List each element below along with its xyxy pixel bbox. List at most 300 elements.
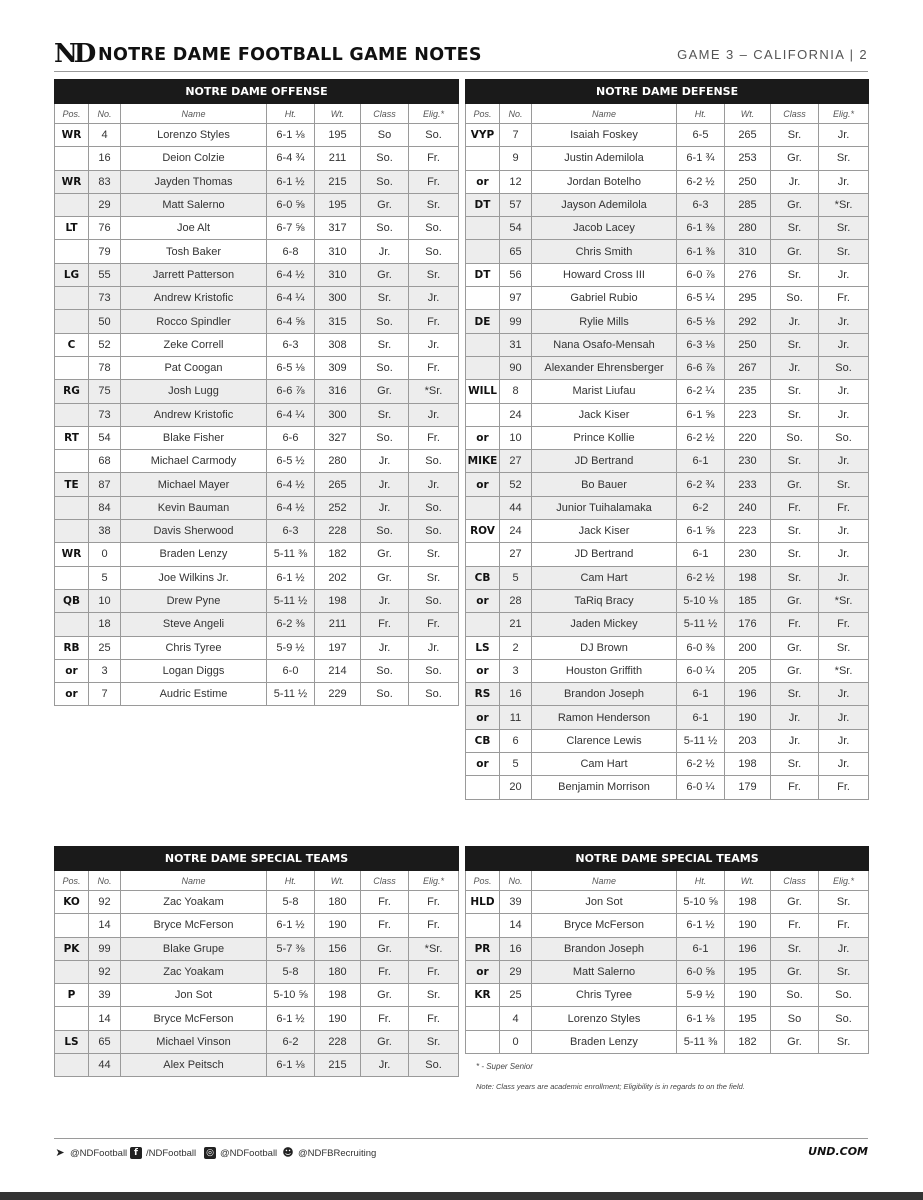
class-note: Note: Class years are academic enrollment; Eligibility is in regards to on the field. [476,1082,745,1091]
site-link[interactable]: UND.COM [808,1145,868,1158]
table-row [466,891,869,914]
cell-class: Gr. [361,193,409,216]
cell-number: 27 [500,450,532,473]
table-row [466,543,869,566]
cell-pos [466,333,500,356]
column-header-eligibility: Elig.* [409,871,459,891]
cell-eligibility: Jr. [819,170,869,193]
table-row [466,217,869,240]
column-header-name: Name [121,871,267,891]
cell-height: 6-1 ¾ [677,147,725,170]
cell-number: 25 [89,636,121,659]
cell-class: Jr. [361,473,409,496]
cell-eligibility: Sr. [819,217,869,240]
table-row [466,776,869,799]
cell-weight: 253 [725,147,771,170]
cell-height: 6-0 ¼ [677,776,725,799]
cell-weight: 310 [315,240,361,263]
cell-name: Bryce McFerson [532,914,677,937]
cell-weight: 197 [315,636,361,659]
cell-pos [55,496,89,519]
cell-weight: 195 [725,960,771,983]
column-header-weight: Wt. [315,104,361,124]
cell-height: 6-1 ⅜ [677,217,725,240]
cell-height: 5-9 ½ [267,636,315,659]
cell-eligibility: Fr. [409,147,459,170]
cell-class: Fr. [771,496,819,519]
cell-height: 5-10 ⅛ [677,589,725,612]
cell-pos: LS [55,1030,89,1053]
table-row [466,310,869,333]
cell-name: Jarrett Patterson [121,263,267,286]
table-row [55,147,459,170]
cell-pos [466,914,500,937]
cell-class: Fr. [361,960,409,983]
cell-class: Jr. [361,636,409,659]
cell-class: So. [361,426,409,449]
cell-number: 7 [89,683,121,706]
column-header-height: Ht. [677,871,725,891]
cell-name: Joe Wilkins Jr. [121,566,267,589]
cell-class: Sr. [771,753,819,776]
cell-number: 18 [89,613,121,636]
cell-name: Marist Liufau [532,380,677,403]
cell-number: 2 [500,636,532,659]
column-header-name: Name [532,871,677,891]
table-row [55,496,459,519]
cell-number: 20 [500,776,532,799]
cell-pos: RT [55,426,89,449]
column-header-row [55,871,459,891]
column-header-eligibility: Elig.* [819,871,869,891]
cell-height: 6-1 [677,450,725,473]
cell-height: 6-3 [677,193,725,216]
cell-weight: 233 [725,473,771,496]
cell-eligibility: Sr. [819,473,869,496]
cell-class: Gr. [771,240,819,263]
cell-weight: 280 [315,450,361,473]
cell-name: Jayson Ademilola [532,193,677,216]
cell-class: So. [771,287,819,310]
table-title: NOTRE DAME DEFENSE [466,80,869,104]
cell-class: So. [361,683,409,706]
cell-name: Cam Hart [532,566,677,589]
cell-weight: 252 [315,496,361,519]
cell-weight: 200 [725,636,771,659]
cell-name: Blake Grupe [121,937,267,960]
cell-eligibility: Jr. [819,263,869,286]
cell-number: 54 [89,426,121,449]
cell-height: 6-1 ⅛ [677,1007,725,1030]
cell-name: Matt Salerno [121,193,267,216]
table-row [55,960,459,983]
column-header-number: No. [500,871,532,891]
cell-weight: 230 [725,450,771,473]
cell-weight: 292 [725,310,771,333]
game-label: GAME 3 – CALIFORNIA | 2 [677,47,868,62]
table-row [466,287,869,310]
cell-height: 6-4 ¼ [267,287,315,310]
cell-pos [55,450,89,473]
cell-eligibility: *Sr. [409,380,459,403]
cell-eligibility: Jr. [819,566,869,589]
cell-name: Rylie Mills [532,310,677,333]
cell-height: 5-9 ½ [677,984,725,1007]
column-header-name: Name [121,104,267,124]
cell-height: 6-1 ⅜ [677,240,725,263]
instagram-handle[interactable] [204,1147,277,1159]
cell-pos [466,147,500,170]
facebook-handle[interactable] [130,1147,196,1159]
cell-name: Davis Sherwood [121,520,267,543]
cell-weight: 182 [725,1030,771,1053]
cell-class: Jr. [361,496,409,519]
cell-class: Fr. [361,914,409,937]
cell-height: 6-4 ½ [267,473,315,496]
cell-number: 4 [89,124,121,147]
table-row [55,636,459,659]
cell-eligibility: Sr. [819,147,869,170]
cell-number: 90 [500,356,532,379]
cell-number: 25 [500,984,532,1007]
cell-name: Kevin Bauman [121,496,267,519]
cell-pos: VYP [466,124,500,147]
cell-eligibility: Sr. [409,1030,459,1053]
table-row [466,170,869,193]
cell-class: Gr. [771,589,819,612]
cell-height: 6-3 ⅛ [677,333,725,356]
cell-height: 5-11 ⅜ [267,543,315,566]
cell-eligibility: Jr. [819,520,869,543]
cell-eligibility: Fr. [819,776,869,799]
cell-height: 6-6 [267,426,315,449]
column-header-eligibility: Elig.* [819,104,869,124]
cell-number: 54 [500,217,532,240]
cell-eligibility: Fr. [409,1007,459,1030]
cell-eligibility: So. [819,356,869,379]
cell-name: Steve Angeli [121,613,267,636]
cell-eligibility: Jr. [819,753,869,776]
cell-weight: 211 [315,613,361,636]
cell-height: 5-7 ⅜ [267,937,315,960]
cell-name: Chris Smith [532,240,677,263]
cell-weight: 223 [725,403,771,426]
cell-number: 28 [500,589,532,612]
cell-class: Sr. [771,683,819,706]
cell-height: 6-3 [267,333,315,356]
cell-eligibility: So. [409,240,459,263]
cell-height: 6-0 ⅞ [677,263,725,286]
cell-name: Jayden Thomas [121,170,267,193]
column-header-pos: Pos. [55,104,89,124]
cell-weight: 315 [315,310,361,333]
cell-number: 3 [89,659,121,682]
cell-name: Brandon Joseph [532,937,677,960]
cell-number: 11 [500,706,532,729]
cell-weight: 285 [725,193,771,216]
cell-height: 6-2 ½ [677,566,725,589]
cell-pos [55,287,89,310]
cell-eligibility: *Sr. [819,193,869,216]
cell-weight: 198 [315,589,361,612]
table-row [55,124,459,147]
cell-class: Sr. [771,937,819,960]
cell-pos: P [55,984,89,1007]
cell-class: Jr. [361,240,409,263]
twitter-handle[interactable] [54,1147,127,1159]
table-row [55,356,459,379]
cell-name: Jon Sot [532,891,677,914]
cell-number: 16 [89,147,121,170]
cell-eligibility: So. [409,659,459,682]
cell-height: 5-10 ⅝ [677,891,725,914]
cell-name: Jack Kiser [532,520,677,543]
cell-name: Jordan Botelho [532,170,677,193]
cell-weight: 182 [315,543,361,566]
cell-class: Jr. [361,1054,409,1077]
cell-class: So. [361,310,409,333]
cell-pos [55,356,89,379]
cell-weight: 215 [315,170,361,193]
cell-height: 6-4 ½ [267,496,315,519]
table-row [55,659,459,682]
cell-weight: 198 [725,891,771,914]
cell-eligibility: Jr. [409,636,459,659]
column-header-class: Class [771,871,819,891]
cell-name: Ramon Henderson [532,706,677,729]
cell-pos [55,240,89,263]
cell-name: Isaiah Foskey [532,124,677,147]
cell-height: 6-1 ½ [267,566,315,589]
table-row [466,566,869,589]
bottom-bar [0,1192,923,1200]
table-row [55,937,459,960]
cell-class: Fr. [771,914,819,937]
cell-pos [55,147,89,170]
cell-eligibility: So. [819,1007,869,1030]
cell-pos [55,520,89,543]
table-row [466,914,869,937]
cell-name: Logan Diggs [121,659,267,682]
cell-name: Josh Lugg [121,380,267,403]
cell-height: 6-4 ¼ [267,403,315,426]
cell-pos: WR [55,543,89,566]
cell-weight: 211 [315,147,361,170]
cell-pos: RB [55,636,89,659]
table-row [55,1030,459,1053]
cell-class: Jr. [771,706,819,729]
cell-eligibility: So. [409,450,459,473]
cell-pos [55,960,89,983]
cell-name: Lorenzo Styles [532,1007,677,1030]
column-header-weight: Wt. [725,871,771,891]
nd-logo: ND [54,39,93,69]
table-title: NOTRE DAME OFFENSE [55,80,459,104]
cell-weight: 156 [315,937,361,960]
table-row [466,729,869,752]
cell-class: So [361,124,409,147]
cell-height: 5-8 [267,891,315,914]
cell-number: 68 [89,450,121,473]
table-row [55,473,459,496]
table-row [466,426,869,449]
cell-weight: 180 [315,960,361,983]
cell-height: 6-1 [677,683,725,706]
cell-name: Gabriel Rubio [532,287,677,310]
cell-eligibility: *Sr. [819,659,869,682]
cell-number: 29 [89,193,121,216]
snapchat-label: @NDFBRecruiting [298,1147,377,1159]
cell-class: Fr. [361,1007,409,1030]
cell-pos: or [466,706,500,729]
table-row [466,473,869,496]
cell-eligibility: Fr. [409,914,459,937]
cell-name: Zeke Correll [121,333,267,356]
cell-name: Zac Yoakam [121,960,267,983]
cell-height: 6-2 [267,1030,315,1053]
cell-weight: 196 [725,683,771,706]
cell-weight: 250 [725,333,771,356]
cell-class: Fr. [361,891,409,914]
cell-weight: 300 [315,287,361,310]
cell-height: 6-5 [677,124,725,147]
cell-pos: LS [466,636,500,659]
cell-weight: 195 [315,124,361,147]
table-row [466,636,869,659]
cell-number: 57 [500,193,532,216]
cell-number: 39 [89,984,121,1007]
super-senior-note: * - Super Senior [476,1062,533,1071]
page-title: NOTRE DAME FOOTBALL GAME NOTES [98,45,482,65]
cell-name: Alexander Ehrensberger [532,356,677,379]
cell-eligibility: So. [409,1054,459,1077]
cell-eligibility: Sr. [819,240,869,263]
cell-class: Sr. [771,566,819,589]
cell-height: 6-1 [677,543,725,566]
cell-weight: 202 [315,566,361,589]
cell-number: 3 [500,659,532,682]
column-header-class: Class [771,104,819,124]
twitter-label: @NDFootball [70,1147,128,1159]
cell-pos: TE [55,473,89,496]
cell-number: 44 [89,1054,121,1077]
cell-weight: 190 [725,914,771,937]
cell-name: Andrew Kristofic [121,403,267,426]
cell-weight: 229 [315,683,361,706]
cell-height: 6-2 ⅜ [267,613,315,636]
table-row [55,263,459,286]
cell-height: 6-1 [677,937,725,960]
cell-eligibility: Fr. [409,310,459,333]
cell-name: Matt Salerno [532,960,677,983]
cell-class: Fr. [771,613,819,636]
cell-pos: LT [55,217,89,240]
snapchat-handle[interactable] [282,1147,376,1159]
table-row [466,1007,869,1030]
cell-class: So. [771,426,819,449]
table-row [466,984,869,1007]
cell-pos: RG [55,380,89,403]
cell-pos [55,566,89,589]
cell-name: Cam Hart [532,753,677,776]
cell-name: Nana Osafo-Mensah [532,333,677,356]
table-title: NOTRE DAME SPECIAL TEAMS [466,847,869,871]
column-header-pos: Pos. [466,104,500,124]
cell-number: 99 [89,937,121,960]
table-row [466,124,869,147]
cell-eligibility: Sr. [819,1030,869,1053]
cell-number: 56 [500,263,532,286]
cell-weight: 265 [315,473,361,496]
cell-eligibility: Fr. [409,170,459,193]
cell-pos: ROV [466,520,500,543]
cell-number: 31 [500,333,532,356]
cell-number: 73 [89,403,121,426]
cell-height: 6-1 ⅛ [267,124,315,147]
cell-eligibility: Jr. [819,450,869,473]
cell-weight: 198 [725,753,771,776]
cell-height: 6-0 ¼ [677,659,725,682]
cell-name: Junior Tuihalamaka [532,496,677,519]
cell-class: Sr. [771,217,819,240]
cell-eligibility: So. [819,426,869,449]
cell-pos: DT [466,263,500,286]
cell-height: 6-6 ⅞ [267,380,315,403]
cell-pos: PR [466,937,500,960]
cell-pos: or [466,473,500,496]
cell-name: Michael Carmody [121,450,267,473]
cell-name: Lorenzo Styles [121,124,267,147]
cell-eligibility: Fr. [409,426,459,449]
cell-weight: 215 [315,1054,361,1077]
cell-weight: 317 [315,217,361,240]
table-row [466,496,869,519]
cell-weight: 195 [725,1007,771,1030]
cell-eligibility: Fr. [409,891,459,914]
cell-name: Andrew Kristofic [121,287,267,310]
cell-name: Bryce McFerson [121,1007,267,1030]
cell-number: 52 [89,333,121,356]
table-row [466,263,869,286]
cell-number: 87 [89,473,121,496]
cell-number: 10 [89,589,121,612]
cell-name: Blake Fisher [121,426,267,449]
instagram-label: @NDFootball [220,1147,278,1159]
cell-height: 6-1 ½ [267,1007,315,1030]
cell-class: Jr. [771,356,819,379]
table-row [55,450,459,473]
cell-pos: LG [55,263,89,286]
cell-eligibility: Jr. [819,543,869,566]
cell-class: Sr. [771,520,819,543]
cell-class: So. [361,147,409,170]
cell-weight: 198 [315,984,361,1007]
cell-weight: 205 [725,659,771,682]
cell-height: 5-10 ⅝ [267,984,315,1007]
column-header-class: Class [361,871,409,891]
cell-pos: or [466,659,500,682]
instagram-icon: ◎ [204,1147,216,1159]
cell-class: So. [361,170,409,193]
cell-height: 5-11 ½ [267,683,315,706]
cell-weight: 300 [315,403,361,426]
cell-name: Michael Vinson [121,1030,267,1053]
cell-eligibility: Jr. [819,380,869,403]
cell-eligibility: Jr. [409,403,459,426]
cell-pos: KO [55,891,89,914]
table-row [55,193,459,216]
column-header-row [466,104,869,124]
